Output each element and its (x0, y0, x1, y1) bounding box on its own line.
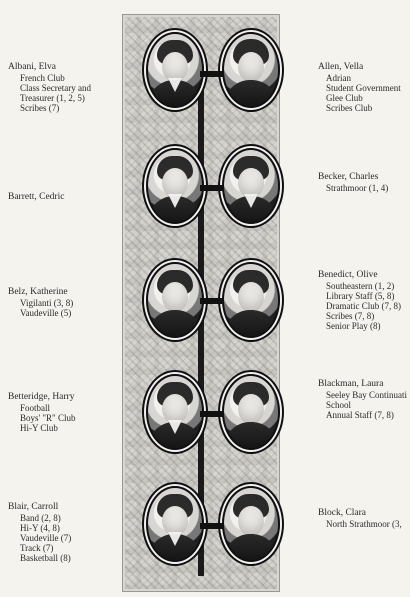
student-name: Betteridge, Harry (8, 392, 75, 402)
activity: Vaudeville (7) (20, 533, 72, 543)
student-left-1 (8, 62, 120, 113)
activity: North Strathmoor (3, (326, 519, 402, 529)
portrait-benedict-olive (222, 262, 280, 338)
activity: Vigilanti (3, 8) (20, 298, 74, 308)
student-name: Blair, Carroll (8, 502, 59, 512)
face-shape (238, 506, 264, 536)
face-shape (238, 282, 264, 312)
activity: Track (7) (20, 543, 54, 553)
portrait-belz-katherine (146, 262, 204, 338)
portrait-albani-elva (146, 32, 204, 108)
activity: Adrian (326, 73, 351, 83)
activity: Scribes Club (326, 103, 373, 113)
student-name: Belz, Katherine (8, 287, 68, 297)
portrait-blair-carroll (146, 486, 204, 562)
student-right-4 (318, 379, 410, 420)
activity: Vaudeville (5) (20, 308, 72, 318)
row3-link (200, 298, 224, 304)
activity: Southeastern (1, 2) (326, 281, 395, 291)
face-shape (238, 394, 264, 424)
student-right-2 (318, 172, 408, 193)
face-shape (162, 168, 188, 198)
activity: Library Staff (5, 8) (326, 291, 395, 301)
student-right-1 (318, 62, 408, 113)
student-name: Benedict, Olive (318, 270, 378, 280)
activity: Annual Staff (7, 8) (326, 410, 394, 420)
activity: Hi-Y (4, 8) (20, 523, 60, 533)
shoulders-shape (224, 80, 278, 108)
shoulders-shape (148, 310, 202, 338)
activity: Seeley Bay Continuati (326, 390, 407, 400)
activity: Hi-Y Club (20, 423, 58, 433)
activity: Senior Play (8) (326, 321, 381, 331)
student-left-4 (8, 392, 120, 433)
student-name: Block, Clara (318, 508, 367, 518)
shoulders-shape (224, 422, 278, 450)
student-name: Allen, Vella (318, 62, 364, 72)
face-shape (162, 506, 188, 536)
student-left-5 (8, 502, 120, 563)
portrait-blackman-laura (222, 374, 280, 450)
row1-link (200, 71, 224, 77)
student-name: Blackman, Laura (318, 379, 384, 389)
activity: French Club (20, 73, 65, 83)
activity: Treasurer (1, 2, 5) (20, 93, 85, 103)
face-shape (238, 52, 264, 82)
student-name: Becker, Charles (318, 172, 379, 182)
activity: School (326, 400, 352, 410)
face-shape (238, 168, 264, 198)
student-left-3 (8, 287, 120, 318)
activity: Boys' "R" Club (20, 413, 76, 423)
row2-link (200, 185, 224, 191)
student-right-3 (318, 270, 408, 331)
portrait-betteridge-harry (146, 374, 204, 450)
student-left-2 (8, 192, 120, 203)
shoulders-shape (224, 534, 278, 562)
portrait-becker-charles (222, 148, 280, 224)
portrait-barrett-cedric (146, 148, 204, 224)
student-name: Albani, Elva (8, 62, 57, 72)
face-shape (162, 52, 188, 82)
row5-link (200, 523, 224, 529)
portrait-allen-vella (222, 32, 280, 108)
activity: Student Government (326, 83, 401, 93)
activity: Football (20, 403, 51, 413)
portrait-block-clara (222, 486, 280, 562)
face-shape (162, 394, 188, 424)
shoulders-shape (224, 310, 278, 338)
activity: Glee Club (326, 93, 363, 103)
face-shape (162, 282, 188, 312)
activity: Class Secretary and (20, 83, 91, 93)
activity: Scribes (7) (20, 103, 60, 113)
student-right-5 (318, 508, 410, 529)
activity: Dramatic Club (7, 8) (326, 301, 401, 311)
activity: Basketball (8) (20, 553, 71, 563)
student-name: Barrett, Cedric (8, 192, 65, 202)
row4-link (200, 411, 224, 417)
activity: Strathmoor (1, 4) (326, 183, 389, 193)
activity: Scribes (7, 8) (326, 311, 375, 321)
activity: Band (2, 8) (20, 513, 61, 523)
